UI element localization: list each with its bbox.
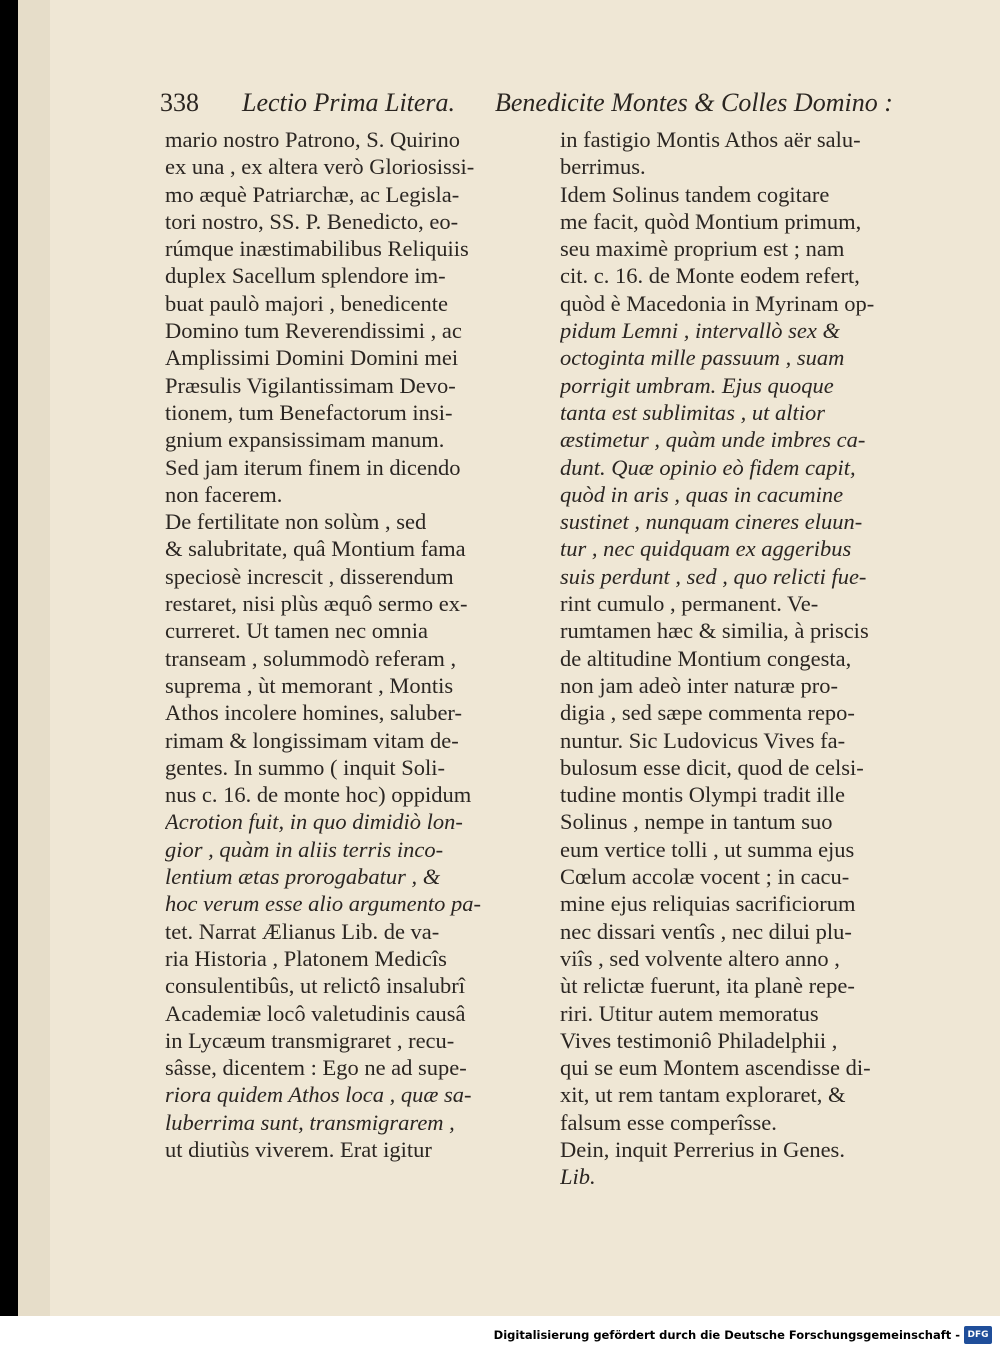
text-line: viîs , sed volvente altero anno , (560, 945, 840, 971)
text-line: curreret. Ut tamen nec omnia (165, 618, 429, 644)
text-line: buat paulò majori , benedicente (165, 290, 449, 316)
text-line: Vives testimoniô Philadelphii , (560, 1027, 838, 1053)
left-text-column (165, 126, 557, 1163)
running-title-left: Lectio Prima Litera. (242, 88, 456, 117)
text-line: sâsse, dicentem : Ego ne ad supe- (165, 1055, 467, 1081)
page-number: 338 (160, 88, 199, 117)
text-line: duplex Sacellum splendore im- (165, 263, 446, 289)
text-line: tionem, tum Benefactorum insi- (165, 399, 453, 425)
text-line: cit. c. 16. de Monte eodem refert, (560, 263, 860, 289)
text-line: in fastigio Montis Athos aër salu- (560, 127, 861, 152)
text-line: rint cumulo , permanent. Ve- (560, 591, 819, 617)
text-line: Domino tum Reverendissimi , ac (165, 318, 462, 344)
text-line: Acrotion fuit, in quo dimidiò lon- (165, 809, 463, 835)
text-line: mine ejus reliquias sacrificiorum (560, 891, 856, 917)
text-line: riora quidem Athos loca , quæ sa- (165, 1082, 472, 1108)
text-line: in Lycæum transmigraret , recu- (165, 1027, 455, 1053)
text-line: digia , sed sæpe commenta repo- (560, 700, 855, 726)
text-line: gior , quàm in aliis terris inco- (165, 836, 444, 862)
text-line: gentes. In summo ( inquit Soli- (165, 754, 445, 780)
footer-credit: Digitalisierung gefördert durch die Deutsche Forschungsgemeinschaft - (493, 1328, 960, 1342)
text-line: mo æquè Patriarchæ, ac Legisla- (165, 181, 460, 207)
text-line: gnium expansissimam manum. (165, 427, 445, 453)
text-line: tanta est sublimitas , ut altior (560, 399, 826, 425)
text-line: restaret, nisi plùs æquô sermo ex- (165, 591, 468, 617)
text-line: me facit, quòd Montium primum, (560, 208, 862, 234)
text-line: consulentibûs, ut relictô insalubrî (165, 973, 465, 999)
text-line: octoginta mille passuum , suam (560, 345, 845, 371)
text-line: quòd in aris , quas in cacumine (560, 481, 844, 507)
text-line: non jam adeò inter naturæ pro- (560, 672, 839, 698)
text-line: speciosè increscit , disserendum (165, 563, 454, 589)
text-line: rimam & longissimam vitam de- (165, 727, 459, 753)
text-line: mario nostro Patrono, S. Quirino (165, 127, 460, 152)
text-line: tet. Narrat Ælianus Lib. de va- (165, 918, 440, 944)
text-line: & salubritate, quâ Montium fama (165, 536, 466, 562)
text-line: sustinet , nunquam cineres eluun- (560, 509, 863, 535)
text-line: riri. Utitur autem memoratus (560, 1000, 819, 1026)
text-line: quòd è Macedonia in Myrinam op- (560, 290, 875, 316)
running-header (160, 88, 940, 128)
text-line: pidum Lemni , intervallò sex & (560, 318, 840, 344)
text-line: Idem Solinus tandem cogitare (560, 181, 830, 207)
text-line: De fertilitate non solùm , sed (165, 509, 427, 535)
text-line: hoc verum esse alio argumento pa- (165, 891, 481, 917)
text-line: nec dissari ventîs , nec dilui plu- (560, 918, 852, 944)
text-line: xit, ut rem tantam exploraret, & (560, 1082, 846, 1108)
text-line: tur , nec quidquam ex aggeribus (560, 536, 852, 562)
text-line: porrigit umbram. Ejus quoque (560, 372, 834, 398)
text-line: qui se eum Montem ascendisse di- (560, 1055, 871, 1081)
text-line: Amplissimi Domini Domini mei (165, 345, 459, 371)
footer-bar (0, 1316, 1000, 1356)
text-line: Præsulis Vigilantissimam Devo- (165, 372, 456, 398)
text-line: Sed jam iterum finem in dicendo (165, 454, 461, 480)
text-line: bulosum esse dicit, quod de celsi- (560, 754, 864, 780)
text-line: æstimetur , quàm unde imbres ca- (560, 427, 866, 453)
text-line: Solinus , nempe in tantum suo (560, 809, 833, 835)
text-line: berrimus. (560, 154, 646, 180)
text-line: suprema , ùt memorant , Montis (165, 672, 454, 698)
text-line: luberrima sunt, transmigrarem , (165, 1109, 455, 1135)
text-line: tori nostro, SS. P. Benedicto, eo- (165, 208, 459, 234)
text-line: de altitudine Montium congesta, (560, 645, 852, 671)
text-line: ria Historia , Platonem Medicîs (165, 945, 447, 971)
text-line: dunt. Quæ opinio eò fidem capit, (560, 454, 856, 480)
text-line: suis perdunt , sed , quo relicti fue- (560, 563, 867, 589)
running-title-right: Benedicite Montes & Colles Domino : (495, 88, 893, 117)
text-line: ex una , ex altera verò Gloriosissi- (165, 154, 475, 180)
text-line: falsum esse comperîsse. (560, 1109, 777, 1135)
dfg-logo: DFG (964, 1326, 992, 1344)
text-line: tudine montis Olympi tradit ille (560, 782, 845, 808)
text-line: rúmque inæstimabilibus Reliquiis (165, 236, 469, 262)
text-line: Lib. (560, 1164, 596, 1190)
text-line: Athos incolere homines, saluber- (165, 700, 462, 726)
text-line: nus c. 16. de monte hoc) oppidum (165, 782, 472, 808)
text-line: seu maximè proprium est ; nam (560, 236, 845, 262)
text-line: lentium ætas prorogabatur , & (165, 864, 441, 890)
text-line: non facerem. (165, 481, 283, 507)
text-line: nuntur. Sic Ludovicus Vives fa- (560, 727, 846, 753)
text-line: ùt relictæ fuerunt, ita planè repe- (560, 973, 855, 999)
text-line: eum vertice tolli , ut summa ejus (560, 836, 855, 862)
text-line: transeam , solummodò referam , (165, 645, 457, 671)
text-line: rumtamen hæc & similia, à priscis (560, 618, 869, 644)
text-line: Dein, inquit Perrerius in Genes. (560, 1136, 845, 1162)
text-line: Academiæ locô valetudinis causâ (165, 1000, 466, 1026)
text-line: Cœlum accolæ vocent ; in cacu- (560, 864, 850, 890)
right-text-column (560, 126, 952, 1191)
text-line: ut diutiùs viverem. Erat igitur (165, 1136, 432, 1162)
